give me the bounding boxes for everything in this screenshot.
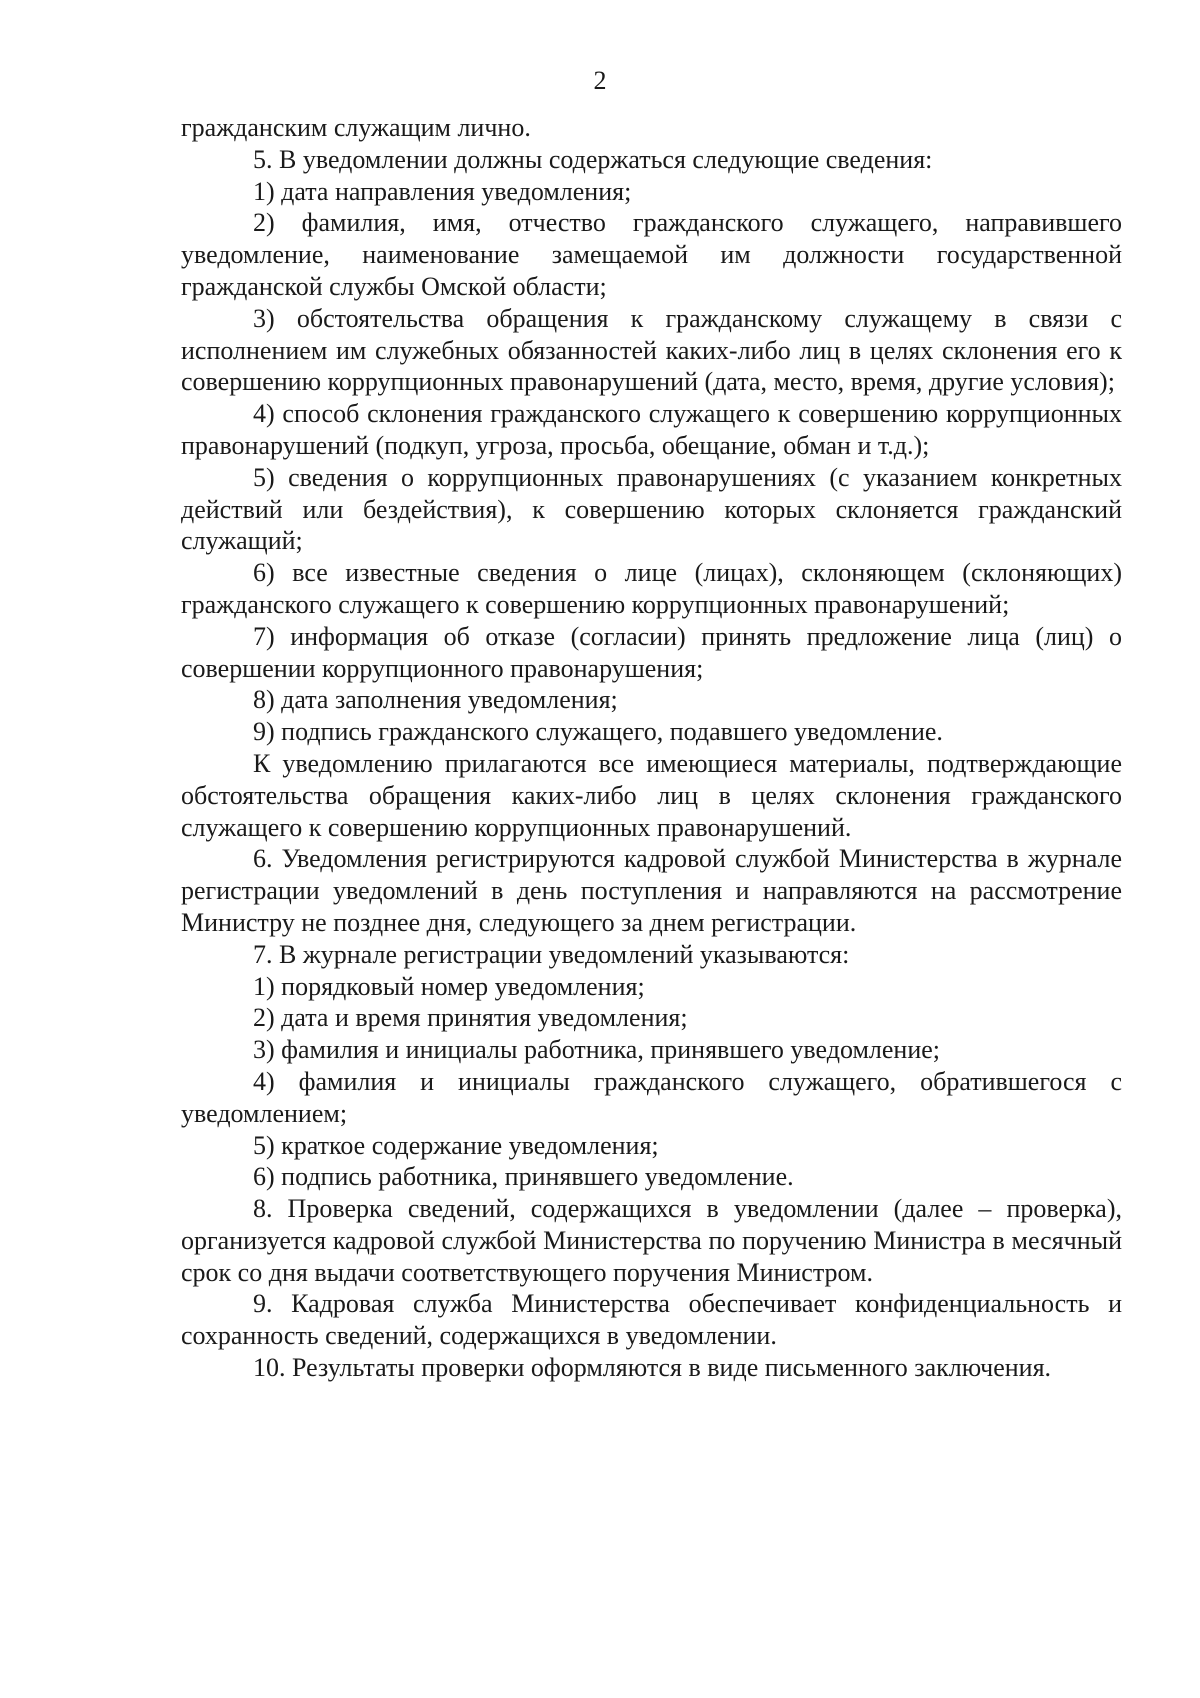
paragraph-subitem: 2) дата и время принятия уведомления; <box>253 1003 688 1033</box>
paragraph-item-7: 7. В журнале регистрации уведомлений указываются: <box>253 939 850 969</box>
paragraph-subitem: 1) дата направления уведомления; <box>253 176 632 206</box>
paragraph-subitem: 4) способ склонения гражданского служащего к совершению коррупционных правонарушений (подкуп, угроза, просьба, обещание, обман и т.д.); <box>181 399 1122 460</box>
paragraph-subitem: 7) информация об отказе (согласии) принять предложение лица (лиц) о совершении коррупционного правонарушения; <box>181 621 1122 683</box>
paragraph-item-8: 8. Проверка сведений, содержащихся в уведомлении (далее – проверка), организуется кадровой службой Министерства по поручению Министра в месячный срок со дня выдачи соответствующего поручения Министром. <box>181 1194 1122 1287</box>
paragraph-item-9: 9. Кадровая служба Министерства обеспечивает конфиденциальность и сохранность сведений, содержащихся в уведомлении. <box>181 1289 1122 1351</box>
paragraph-subitem: 3) обстоятельства обращения к гражданскому служащему в связи с исполнением им служебных обязанностей каких-либо лиц в целях склонения его к совершению коррупционных правонарушений (дата, место, время, другие условия); <box>181 303 1122 397</box>
paragraph-subitem: 3) фамилия и инициалы работника, принявшего уведомление; <box>253 1035 941 1065</box>
paragraph-subitem: 8) дата заполнения уведомления; <box>253 685 618 715</box>
paragraph-subitem: 5) краткое содержание уведомления; <box>253 1130 659 1160</box>
paragraph-subitem: 5) сведения о коррупционных правонарушениях (с указанием конкретных действий или бездействия), к совершению которых склоняется гражданский служащий; <box>181 462 1122 556</box>
paragraph-attachments: К уведомлению прилагаются все имеющиеся материалы, подтверждающие обстоятельства обращения каких-либо лиц в целях склонения гражданского служащего к совершению коррупционных правонарушений. <box>181 748 1122 842</box>
paragraph-subitem: 1) порядковый номер уведомления; <box>253 971 645 1001</box>
paragraph-subitem: 9) подпись гражданского служащего, подавшего уведомление. <box>253 717 943 747</box>
paragraph-continuation: гражданским служащим лично. <box>181 113 531 142</box>
paragraph-subitem: 6) все известные сведения о лице (лицах), склоняющем (склоняющих) гражданского служащего к совершению коррупционных правонарушений; <box>181 558 1122 619</box>
paragraph-item-10: 10. Результаты проверки оформляются в виде письменного заключения. <box>253 1353 1052 1383</box>
paragraph-item-5: 5. В уведомлении должны содержаться следующие сведения: <box>253 144 933 174</box>
page-number: 2 <box>593 66 607 95</box>
paragraph-item-6: 6. Уведомления регистрируются кадровой службой Министерства в журнале регистрации уведомлений в день поступления и направляются на рассмотрение Министру не позднее дня, следующего за днем регистрации. <box>181 844 1122 937</box>
paragraph-subitem: 2) фамилия, имя, отчество гражданского служащего, направившего уведомление, наименование замещаемой им должности государственной гражданской службы Омской области; <box>181 208 1122 301</box>
paragraph-subitem: 4) фамилия и инициалы гражданского служащего, обратившегося с уведомлением; <box>181 1066 1122 1128</box>
paragraph-subitem: 6) подпись работника, принявшего уведомление. <box>253 1162 794 1192</box>
document-body <box>181 112 1122 1384</box>
